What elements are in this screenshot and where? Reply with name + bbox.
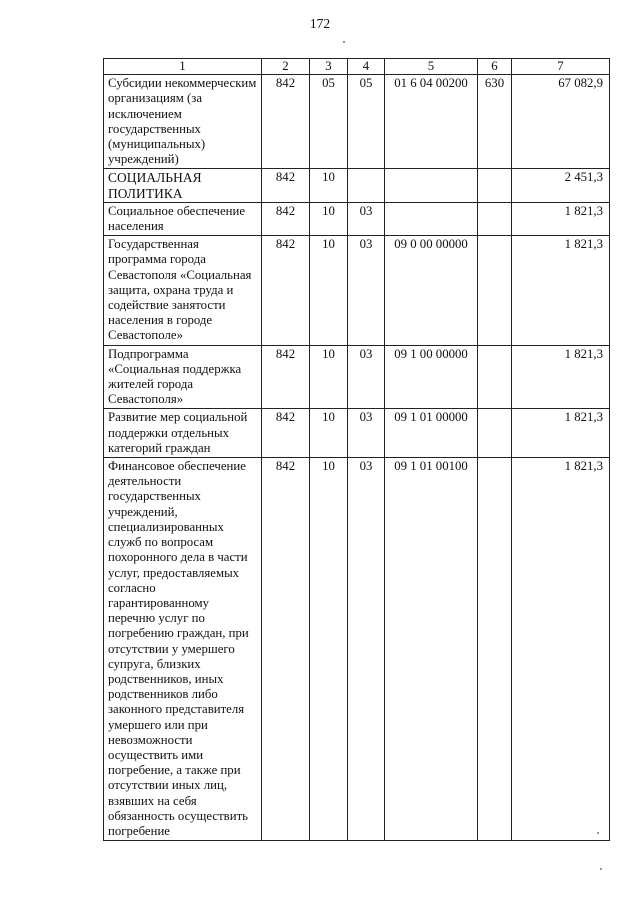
row-target: 09 1 00 00000 bbox=[385, 345, 478, 409]
row-type bbox=[478, 236, 512, 345]
row-section: 05 bbox=[310, 75, 348, 169]
row-amount: 1 821,3 bbox=[512, 236, 610, 345]
table-row bbox=[104, 75, 610, 169]
row-type: 630 bbox=[478, 75, 512, 169]
column-header: 7 bbox=[512, 59, 610, 75]
row-subsection: 03 bbox=[348, 236, 385, 345]
row-name: Субсидии некоммерческим организациям (за исключением государственных (муниципальных) учреждений) bbox=[104, 75, 262, 169]
row-target bbox=[385, 202, 478, 235]
page-number: 172 bbox=[309, 16, 331, 31]
table-row bbox=[104, 236, 610, 345]
row-subsection: 03 bbox=[348, 458, 385, 841]
row-subsection: 03 bbox=[348, 345, 385, 409]
scan-speck bbox=[343, 41, 345, 43]
column-header: 1 bbox=[104, 59, 262, 75]
row-subsection: 03 bbox=[348, 409, 385, 458]
row-section: 10 bbox=[310, 202, 348, 235]
row-subsection: 03 bbox=[348, 202, 385, 235]
column-header: 2 bbox=[262, 59, 310, 75]
row-target: 09 1 01 00100 bbox=[385, 458, 478, 841]
table-row bbox=[104, 409, 610, 458]
header-row bbox=[104, 59, 610, 75]
table-row bbox=[104, 202, 610, 235]
row-name: СОЦИАЛЬНАЯ ПОЛИТИКА bbox=[104, 169, 262, 202]
row-name: Государственная программа города Севастополя «Социальная защита, охрана труда и содействие занятости населения в городе Севастополе» bbox=[104, 236, 262, 345]
row-code: 842 bbox=[262, 169, 310, 202]
row-amount: 1 821,3 bbox=[512, 202, 610, 235]
row-target: 09 1 01 00000 bbox=[385, 409, 478, 458]
row-name: Социальное обеспечение населения bbox=[104, 202, 262, 235]
row-code: 842 bbox=[262, 75, 310, 169]
row-code: 842 bbox=[262, 409, 310, 458]
column-header: 6 bbox=[478, 59, 512, 75]
row-code: 842 bbox=[262, 458, 310, 841]
table-row bbox=[104, 458, 610, 841]
row-section: 10 bbox=[310, 236, 348, 345]
row-code: 842 bbox=[262, 236, 310, 345]
row-target bbox=[385, 169, 478, 202]
row-code: 842 bbox=[262, 345, 310, 409]
row-section: 10 bbox=[310, 458, 348, 841]
scan-speck bbox=[597, 832, 599, 834]
row-type bbox=[478, 409, 512, 458]
row-name: Подпрограмма «Социальная поддержка жителей города Севастополя» bbox=[104, 345, 262, 409]
row-subsection bbox=[348, 169, 385, 202]
column-header: 3 bbox=[310, 59, 348, 75]
scan-speck bbox=[600, 868, 602, 870]
row-type bbox=[478, 458, 512, 841]
row-amount: 1 821,3 bbox=[512, 458, 610, 841]
row-name: Финансовое обеспечение деятельности государственных учреждений, специализированных служб по вопросам похоронного дела в части услуг, предоставляемых согласно гарантированному перечню услуг по погребению граждан, при отсутствии у умершего супруга, близких родственников, иных родственников либо законного представителя умершего или при невозможности осуществить ими погребение, а также при отсутствии иных лиц, взявших на себя обязанность осуществить погребение bbox=[104, 458, 262, 841]
row-amount: 1 821,3 bbox=[512, 345, 610, 409]
row-type bbox=[478, 345, 512, 409]
row-type bbox=[478, 169, 512, 202]
row-section: 10 bbox=[310, 345, 348, 409]
row-section: 10 bbox=[310, 409, 348, 458]
table-row bbox=[104, 345, 610, 409]
row-name: Развитие мер социальной поддержки отдельных категорий граждан bbox=[104, 409, 262, 458]
row-amount: 1 821,3 bbox=[512, 409, 610, 458]
row-code: 842 bbox=[262, 202, 310, 235]
row-target: 09 0 00 00000 bbox=[385, 236, 478, 345]
column-header: 5 bbox=[385, 59, 478, 75]
row-target: 01 6 04 00200 bbox=[385, 75, 478, 169]
row-section: 10 bbox=[310, 169, 348, 202]
table-row bbox=[104, 169, 610, 202]
budget-table bbox=[103, 58, 610, 841]
column-header: 4 bbox=[348, 59, 385, 75]
row-amount: 2 451,3 bbox=[512, 169, 610, 202]
row-type bbox=[478, 202, 512, 235]
row-subsection: 05 bbox=[348, 75, 385, 169]
row-amount: 67 082,9 bbox=[512, 75, 610, 169]
